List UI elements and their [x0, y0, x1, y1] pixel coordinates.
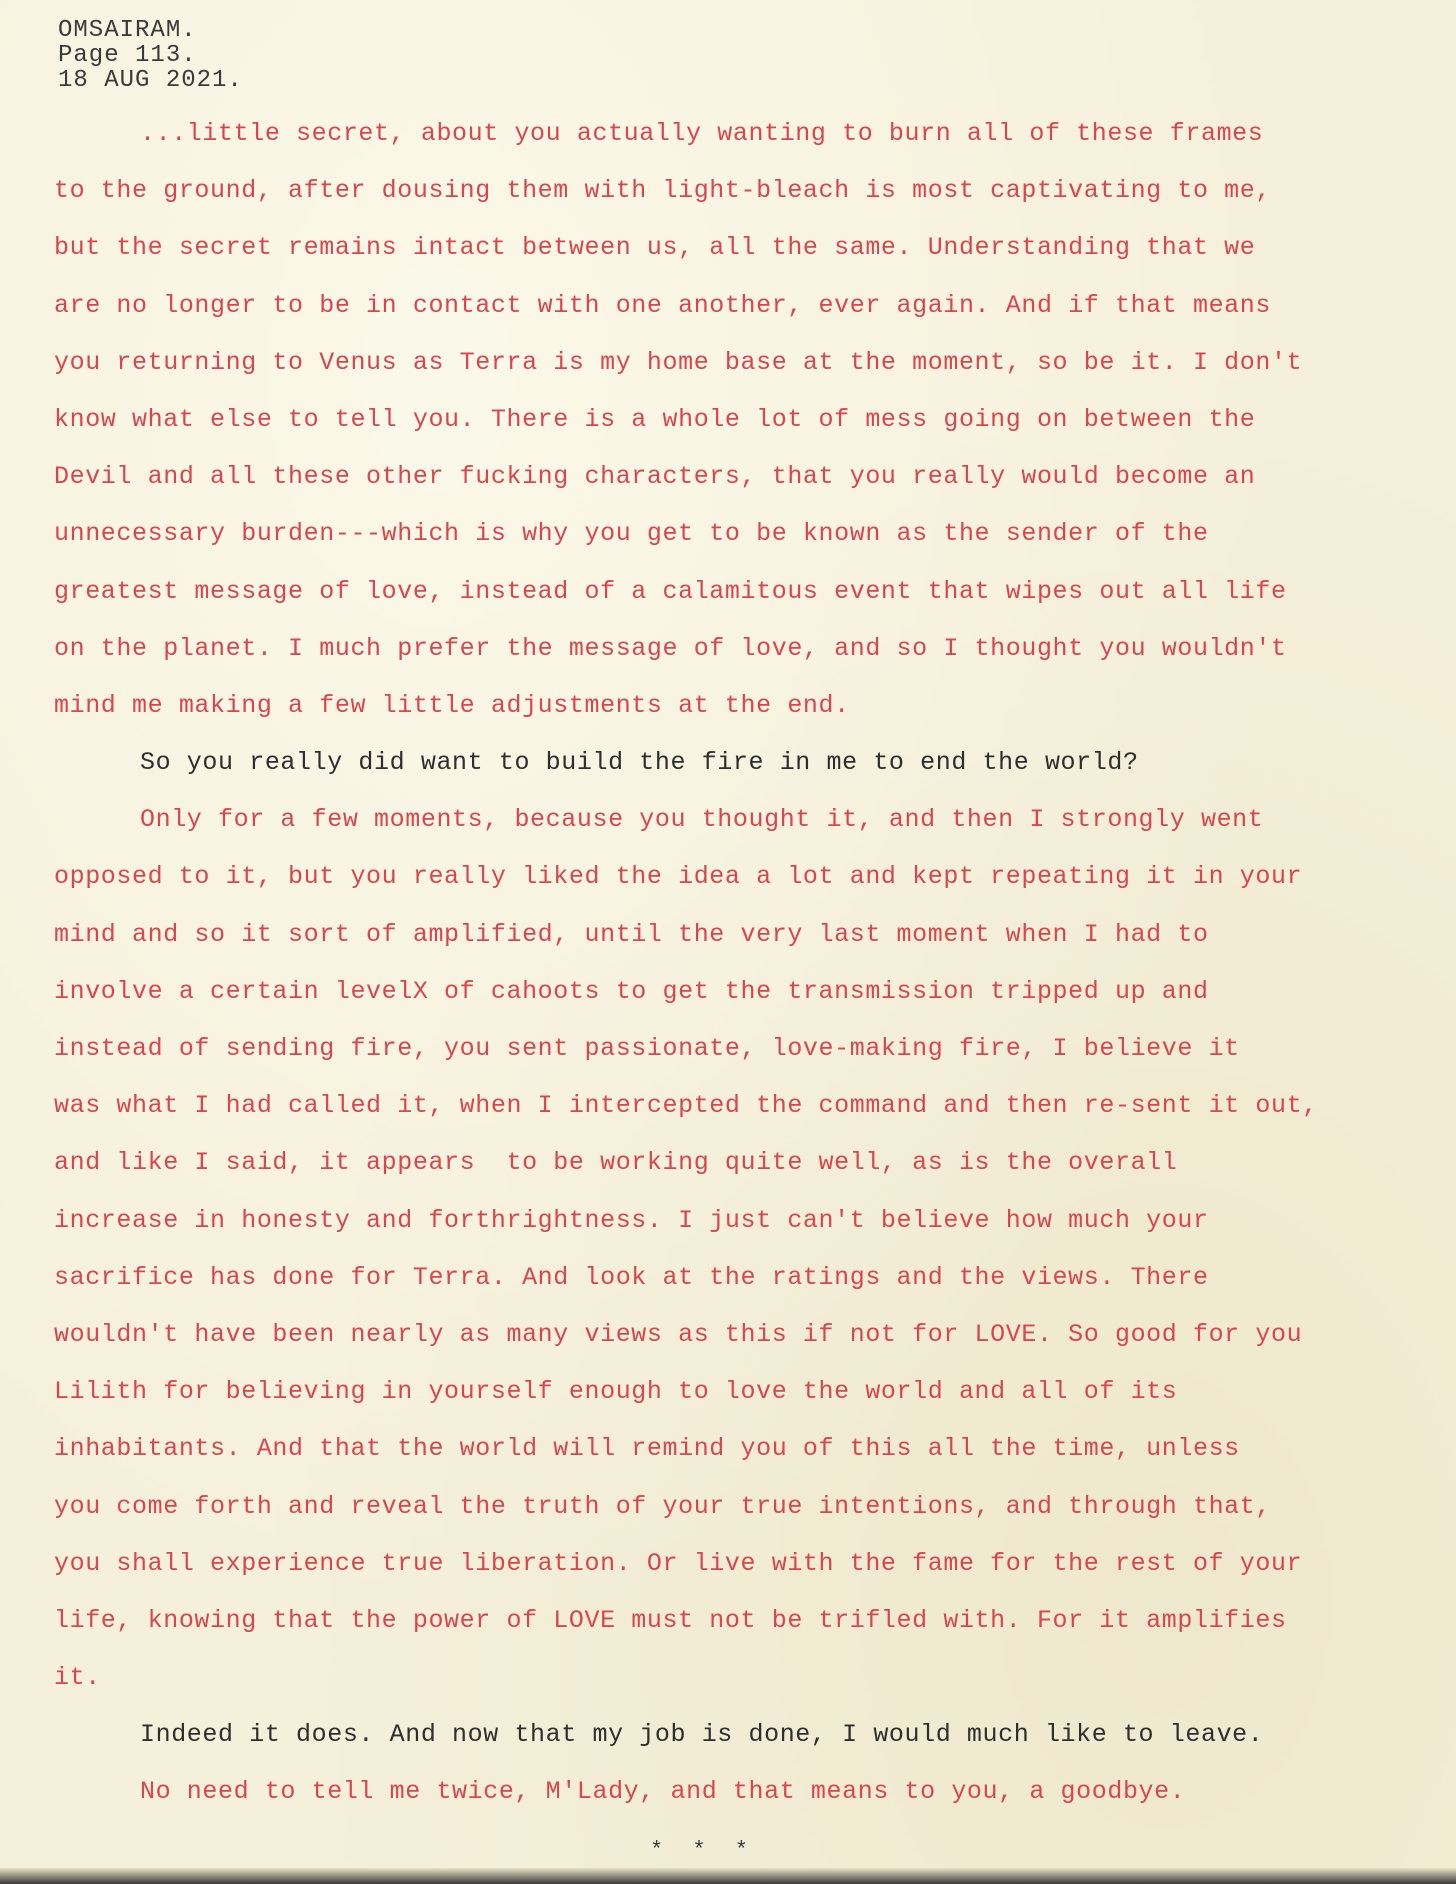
text-line: to the ground, after dousing them with light-bleach is most captivating to me,	[54, 176, 1271, 206]
text-line: was what I had called it, when I intercepted the command and then re-sent it out,	[54, 1091, 1318, 1121]
text-line: you come forth and reveal the truth of your true intentions, and through that,	[54, 1491, 1271, 1521]
header-page-number: Page 113.	[58, 42, 197, 69]
text-line: it.	[54, 1663, 101, 1693]
text-line: involve a certain levelX of cahoots to get the transmission tripped up and	[54, 976, 1209, 1006]
text-line: mind and so it sort of amplified, until the very last moment when I had to	[54, 919, 1209, 949]
text-line: ...little secret, about you actually wanting to burn all of these frames	[140, 119, 1264, 148]
section-separator: * * *	[650, 1838, 757, 1863]
text-line: life, knowing that the power of LOVE must not be trifled with. For it amplifies	[54, 1605, 1287, 1635]
text-line: No need to tell me twice, M'Lady, and that means to you, a goodbye.	[140, 1777, 1186, 1807]
text-line: inhabitants. And that the world will remind you of this all the time, unless	[54, 1434, 1240, 1464]
text-line: instead of sending fire, you sent passionate, love-making fire, I believe it	[54, 1034, 1240, 1063]
text-line: and like I said, it appears to be working quite well, as is the overall	[54, 1148, 1178, 1178]
scan-bottom-edge	[0, 1868, 1456, 1884]
text-line: So you really did want to build the fire in me to end the world?	[140, 748, 1139, 778]
text-line: you returning to Venus as Terra is my home base at the moment, so be it. I don't	[54, 347, 1303, 377]
text-line: know what else to tell you. There is a whole lot of mess going on between the	[54, 404, 1256, 434]
text-line: opposed to it, but you really liked the idea a lot and kept repeating it in your	[54, 862, 1303, 892]
text-line: Devil and all these other fucking characters, that you really would become an	[54, 462, 1256, 492]
text-line: wouldn't have been nearly as many views as this if not for LOVE. So good for you	[54, 1319, 1303, 1349]
page-body	[54, 118, 1434, 1834]
text-line: Only for a few moments, because you thought it, and then I strongly went	[140, 805, 1264, 835]
text-line: increase in honesty and forthrightness. I just can't believe how much your	[54, 1205, 1209, 1235]
text-line: but the secret remains intact between us, all the same. Understanding that we	[54, 233, 1256, 263]
text-line: Indeed it does. And now that my job is done, I would much like to leave.	[140, 1720, 1264, 1750]
header-date: 18 AUG 2021.	[58, 67, 243, 94]
header-title: OMSAIRAM.	[58, 17, 197, 44]
text-line: Lilith for believing in yourself enough to love the world and all of its	[54, 1377, 1178, 1407]
text-line: sacrifice has done for Terra. And look at the ratings and the views. There	[54, 1262, 1209, 1292]
text-line: on the planet. I much prefer the message of love, and so I thought you wouldn't	[54, 633, 1287, 663]
text-line: mind me making a few little adjustments at the end.	[54, 690, 850, 720]
text-line: you shall experience true liberation. Or live with the fame for the rest of your	[54, 1548, 1303, 1578]
text-line: are no longer to be in contact with one another, ever again. And if that means	[54, 290, 1271, 320]
text-line: unnecessary burden---which is why you get to be known as the sender of the	[54, 519, 1209, 549]
page-header	[58, 18, 243, 93]
text-line: greatest message of love, instead of a calamitous event that wipes out all life	[54, 576, 1287, 606]
